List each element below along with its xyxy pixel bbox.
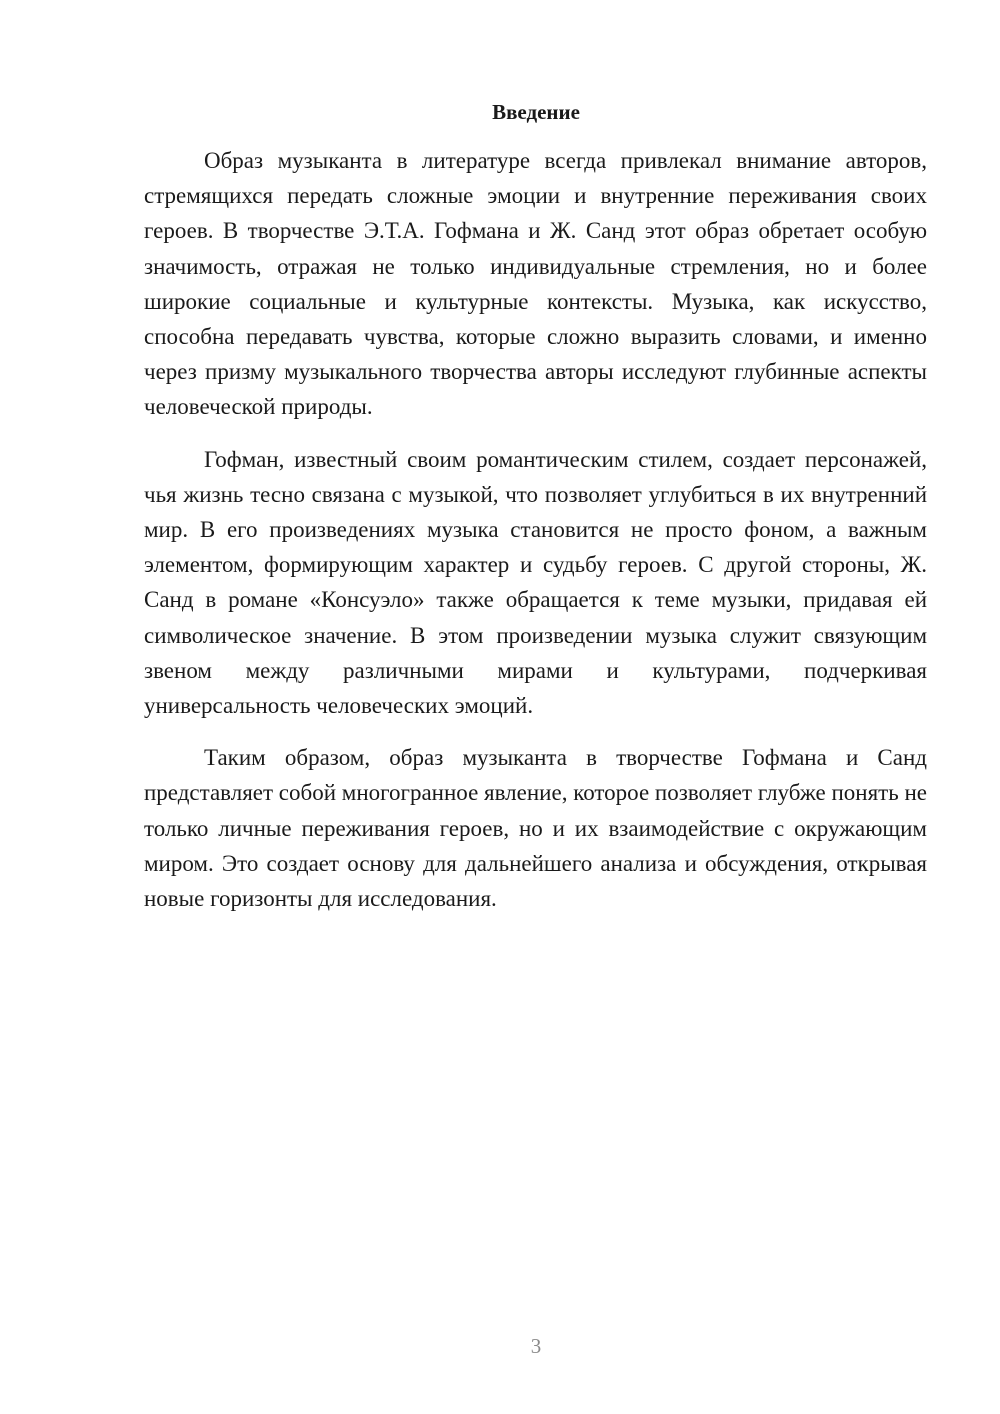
paragraph-3: Таким образом, образ музыканта в творчестве Гофмана и Санд представляет собой многогранное явление, которое позволяет глубже понять не только личные переживания героев, но и их взаимодействие с окружающим миром. Это создает основу для дальнейшего анализа и обсуждения, открывая новые горизонты для исследования. xyxy=(144,745,927,912)
paragraph-1: Образ музыканта в литературе всегда привлекал внимание авторов, стремящихся передать сложные эмоции и внутренние переживания своих героев. В творчестве Э.Т.А. Гофмана и Ж. Санд этот образ обретает особую значимость, отражая не только индивидуальные стремления, но и более широкие социальные и культурные контексты. Музыка, как искусство, способна передавать чувства, которые сложно выразить словами, и именно через призму музыкального творчества авторы исследуют глубинные аспекты человеческой природы. xyxy=(144,148,927,420)
paragraph-2: Гофман, известный своим романтическим стилем, создает персонажей, чья жизнь тесно связана с музыкой, что позволяет углубиться в их внутренний мир. В его произведениях музыка становится не просто фоном, а важным элементом, формирующим характер и судьбу героев. С другой стороны, Ж. Санд в романе «Консуэло» также обращается к теме музыки, придавая ей символическое значение. В этом произведении музыка служит связующим звеном между различными мирами и культурами, подчеркивая универсальность человеческих эмоций. xyxy=(144,446,927,719)
page-number: 3 xyxy=(530,1334,542,1358)
body-text xyxy=(144,143,927,933)
section-heading: Введение xyxy=(492,100,580,124)
